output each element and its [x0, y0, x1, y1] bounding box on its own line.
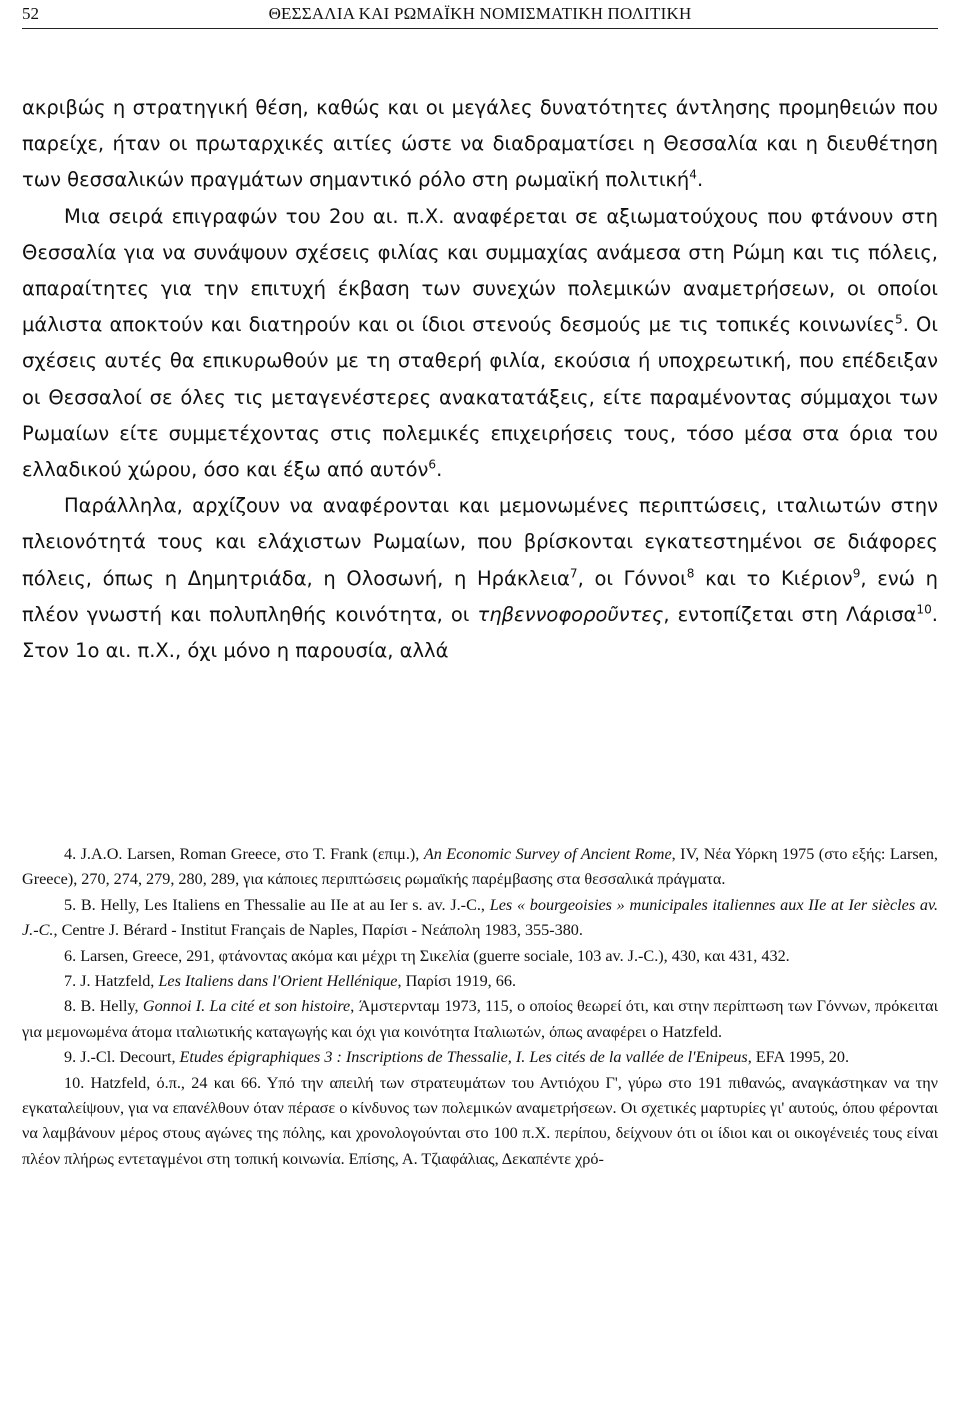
page-header	[22, 2, 938, 29]
footnote-ref-8: 8	[686, 566, 695, 581]
footnote-ref-5: 5	[895, 312, 903, 327]
main-text	[22, 90, 938, 669]
footnote-10: 10. Hatzfeld, ό.π., 24 και 66. Υπό την απειλή των στρατευμάτων του Αντιόχου Γ', γύρω στο 191 πιθανώς, αναγκάστηκαν να την εγκαταλείψουν, για να επανέλθουν όταν πέρασε ο κίνδυνος των πολεμικών αναμετρήσεων. Οι σχετικές μαρτυρίες γι' αυτούς, όπου φέρονται να λαμβάνουν μέρος στους αγώνες της πόλης, και χρονολογούνται στο 100 π.Χ. περίπου, δείχνουν ότι οι ίδιοι και οι οικογένειές τους είναι πλέον πλήρως εντεταγμένοι στη τοπική κοινωνία. Επίσης, Α. Τζιαφάλιας, Δεκαπέντε χρό-	[22, 1073, 938, 1168]
footnotes	[22, 842, 938, 1172]
footnote-4: 4. J.A.O. Larsen, Roman Greece, στο T. Frank (επιμ.), An Economic Survey of Ancient Rome, IV, Νέα Υόρκη 1975 (στο εξής: Larsen, Greece), 270, 274, 279, 280, 289, για κάποιες περιπτώσεις ρωμαϊκής παρέμβασης στα θεσσαλικά πράγματα.	[22, 845, 938, 889]
footnote-ref-4: 4	[689, 167, 697, 182]
footnote-ref-9: 9	[852, 566, 861, 581]
footnote-6: 6. Larsen, Greece, 291, φτάνοντας ακόμα και μέχρι τη Σικελία (guerre sociale, 103 av. J.-C.), 430, και 431, 432.	[64, 946, 790, 965]
footnote-5: 5. B. Helly, Les Italiens en Thessalie au IIe at au Ier s. av. J.-C., Les « bourgeoisies » municipales italiennes aux IIe at Ier siècles av. J.-C., Centre J. Bérard - Institut Français de Naples, Παρίσι - Νεάπολη 1983, 355-380.	[22, 895, 938, 940]
footnote-ref-10: 10	[916, 602, 932, 617]
page-number: 52	[22, 4, 39, 23]
footnote-7: 7. J. Hatzfeld, Les Italiens dans l'Orient Hellénique, Παρίσι 1919, 66.	[64, 972, 516, 991]
paragraph-3: Παράλληλα, αρχίζουν να αναφέρονται και μεμονωμένες περιπτώσεις, ιταλιωτών στην πλειονότητά τους και ελάχιστων Ρωμαίων, που βρίσκονται εγκατεστημένοι σε διάφορες πόλεις, όπως η Δημητριάδα, η Ολοσωνή, η Ηράκλεια$^7$, οι Γόννοι$^8$ και το Κιέριον$^9$, ενώ η πλέον γνωστή και πολυπληθής κοινότητα, οι τηβεννοφοροῦντες, εντοπίζεται στη Λάρισα$^{10}$. Στον 1ο αι. π.Χ., όχι μόνο η παρουσία, αλλά	[22, 494, 938, 663]
paragraph-2: Μια σειρά επιγραφών του 2ου αι. π.Χ. αναφέρεται σε αξιωματούχους που φτάνουν στη Θεσσαλία για να συνάψουν σχέσεις φιλίας και συμμαχίας ανάμεσα στη Ρώμη και τις πόλεις, απαραίτητες για την επιτυχή έκβαση των συνεχών πολεμικών αναμετρήσεων, οι οποίοι μάλιστα αποκτούν και διατηρούν και οι ίδιοι στενούς δεσμούς με τις τοπικές κοινωνίες$^5$. Οι σχέσεις αυτές θα επικυρωθούν με τη σταθερή φιλία, εκούσια ή υποχρεωτική, που επέδειξαν οι Θεσσαλοί σε όλες τις μεταγενέστερες ανακατατάξεις, είτε παραμένοντας σύμμαχοι των Ρωμαίων είτε συμμετέχοντας στις πολεμικές επιχειρήσεις τους, τόσο μέσα στα όρια του ελλαδικού χώρου, όσο και έξω από αυτόν$^6$.	[22, 204, 938, 482]
italic-term: τηβεννοφοροῦντες	[477, 602, 664, 626]
paragraph-1: ακριβώς η στρατηγική θέση, καθώς και οι μεγάλες δυνατότητες άντλησης προμηθειών που παρείχε, ήταν οι πρωταρχικές αιτίες ώστε να διαδραματίσει η Θεσσαλία και η διευθέτηση των θεσσαλικών πραγμάτων σημαντικό ρόλο στη ρωμαϊκή πολιτική$^4$.	[22, 96, 938, 192]
footnote-9: 9. J.-Cl. Decourt, Etudes épigraphiques 3 : Inscriptions de Thessalie, I. Les cités de la vallée de l'Enipeus, EFA 1995, 20.	[64, 1048, 850, 1067]
footnote-ref-7: 7	[569, 566, 578, 581]
running-title: ΘΕΣΣΑΛΙΑ ΚΑΙ ΡΩΜΑΪΚΗ ΝΟΜΙΣΜΑΤΙΚΗ ΠΟΛΙΤΙΚΗ	[268, 4, 692, 23]
footnote-ref-6: 6	[428, 457, 437, 472]
footnote-8: 8. B. Helly, Gonnoi I. La cité et son histoire, Άμστερνταμ 1973, 115, ο οποίος θεωρεί ότι, και στην περίπτωση των Γόννων, πρόκειται για μεμονωμένα άτομα ιταλιωτικής καταγωγής και όχι για κοινότητα Ιταλιωτών, όπως αναφέρει ο Hatzfeld.	[22, 997, 938, 1041]
